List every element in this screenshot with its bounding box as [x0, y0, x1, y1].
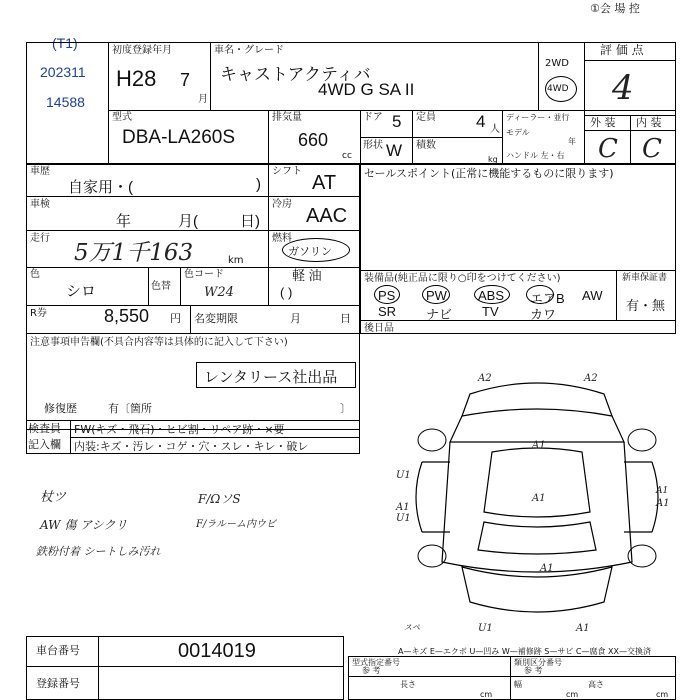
- divider: [26, 666, 344, 667]
- capacity-value: 4: [476, 112, 486, 131]
- equipment-pw-circle: [422, 285, 450, 304]
- chassis-label: 車台番号: [36, 644, 80, 657]
- equipment-navi: ナビ: [426, 307, 453, 322]
- score-label: 評 価 点: [600, 43, 644, 57]
- divider: [190, 305, 191, 333]
- load-label: 積数: [416, 140, 436, 151]
- dmg-mark-u1-left-2: U1: [396, 513, 411, 524]
- model-label: 型式: [112, 112, 132, 123]
- category-label: 類別区分番号: [514, 658, 562, 667]
- color-label: 色: [30, 269, 40, 280]
- first-registration-month: 7: [180, 70, 191, 90]
- inspection-year: 年: [116, 213, 132, 230]
- body-shape-label: 形状: [363, 140, 383, 151]
- divider: [268, 164, 269, 305]
- mileage-label: 走行: [30, 233, 50, 244]
- length-unit: cm: [480, 690, 493, 699]
- dmg-mark-a1-right: A1: [656, 498, 670, 509]
- doors-value: 5: [392, 112, 402, 131]
- body-shape-value: W: [386, 141, 403, 160]
- dealer-line1: ディーラー・並行: [506, 113, 570, 122]
- equipment-abs-circle: [474, 285, 510, 304]
- divider: [360, 137, 502, 138]
- dmg-mark-u1-bottom: U1: [478, 623, 493, 634]
- divider: [584, 60, 676, 61]
- fuel-gasoline-circle: [282, 238, 350, 262]
- equipment-ps-circle: [374, 285, 400, 304]
- recycle-unit: 円: [170, 312, 181, 325]
- ac-label: 冷房: [272, 199, 292, 210]
- height-unit: cm: [656, 690, 669, 699]
- divider: [616, 270, 617, 320]
- divider: [502, 110, 503, 164]
- exterior-score: C: [598, 134, 618, 164]
- dmg-mark-a2-right: A2: [584, 373, 598, 384]
- name-change-month: 月: [290, 312, 301, 325]
- dmg-mark-u1-left: U1: [396, 470, 411, 481]
- equipment-aw: AW: [582, 288, 603, 303]
- dmg-mark-a1-right-2: A1: [656, 486, 669, 496]
- divider: [510, 656, 511, 700]
- car-name: キャストアクティバ: [220, 65, 371, 84]
- inspector-row-2: 内装:キズ・汚レ・コゲ・穴・スレ・キレ・破レ: [74, 440, 309, 453]
- divider: [26, 333, 676, 334]
- color-value: シロ: [66, 283, 97, 300]
- chassis-value: 0014019: [178, 640, 256, 662]
- divider: [148, 267, 149, 305]
- type-designation-ref: 参 考: [362, 666, 381, 675]
- damage-legend: A—キズ E—エクボ U—凹み W—補修跡 S—サビ C—腐食 XX—交換済: [398, 647, 652, 656]
- width-label: 幅: [514, 680, 522, 689]
- dealer-line3: ハンドル 左・右: [506, 151, 565, 160]
- name-change-day: 日: [340, 312, 351, 325]
- dmg-mark-a1-front: A1: [532, 440, 546, 451]
- first-registration-era: H28: [116, 66, 157, 91]
- hand-note-3: 鉄粉付着 シートしみ汚れ: [36, 545, 161, 558]
- type-designation-label: 型式指定番号: [352, 658, 400, 667]
- hand-note-1: 杖ツ: [40, 490, 67, 505]
- history-label: 車歴: [30, 166, 50, 177]
- divider: [360, 270, 676, 271]
- mileage-value: 5万1千163: [74, 240, 194, 266]
- divider: [268, 110, 269, 164]
- shift-value: AT: [312, 172, 337, 194]
- score-value: 4: [612, 68, 634, 108]
- width-unit: cm: [566, 690, 579, 699]
- dmg-mark-a2-top: A2: [478, 373, 492, 384]
- fuel-label: 燃料: [272, 233, 292, 244]
- capacity-label: 定員: [416, 112, 436, 123]
- color-change-label: 色替: [151, 281, 171, 292]
- equipment-leather: カワ: [530, 307, 557, 322]
- repair-close: 〕: [340, 402, 351, 415]
- notes-text: レンタリース社出品: [204, 369, 338, 386]
- exterior-label: 外 装: [590, 116, 616, 129]
- new-warranty-label: 新車保証書: [622, 273, 668, 283]
- color-code-label: 色コード: [184, 269, 224, 280]
- divider: [108, 42, 109, 164]
- lot-stamp-line2: 202311: [40, 64, 86, 80]
- inspection-month: 月(: [178, 213, 198, 230]
- load-unit: kg: [488, 155, 498, 164]
- inspector-label-2: 記入欄: [28, 438, 61, 451]
- equipment-sr: SR: [378, 304, 397, 319]
- equipment-abs: ABS: [478, 288, 505, 303]
- fuel-diesel: 軽 油: [292, 268, 322, 283]
- recycle-label: R券: [30, 308, 47, 319]
- divider: [360, 320, 676, 321]
- inspector-label-1: 検査員: [28, 422, 61, 435]
- inspection-day: 日): [240, 213, 260, 230]
- first-registration-month-unit: 月: [198, 94, 208, 105]
- name-change-label: 名変期限: [194, 312, 238, 325]
- divider: [108, 110, 676, 111]
- length-label: 長さ: [400, 680, 416, 689]
- interior-label: 内 装: [636, 116, 662, 129]
- divider: [538, 42, 539, 110]
- capacity-unit: 人: [490, 124, 500, 135]
- ac-value: AAC: [306, 205, 348, 227]
- inspection-label: 車検: [30, 199, 50, 210]
- history-value: 自家用・(: [68, 179, 133, 196]
- category-ref: 参 考: [524, 666, 543, 675]
- dmg-mark-a1-left: A1: [396, 502, 410, 513]
- equipment-label: 装備品(純正品に限り○印をつけてください): [364, 273, 561, 284]
- color-code: W24: [204, 285, 234, 300]
- divider: [348, 676, 676, 677]
- repair-value: 有〔箇所: [108, 402, 152, 415]
- dmg-mark-a1-bottom: A1: [576, 623, 590, 634]
- later-fit-label: 後日品: [364, 323, 394, 334]
- dmg-mark-spare: スペ: [404, 623, 420, 632]
- repair-label: 修復歴: [44, 402, 77, 415]
- seal-points-label: セールスポイント(正常に機能するものに限ります): [364, 167, 614, 180]
- model-value: DBA-LA260S: [122, 127, 236, 148]
- height-label: 高さ: [588, 680, 604, 689]
- dmg-mark-a1-rear: A1: [540, 563, 554, 574]
- dealer-year: 年: [568, 137, 576, 146]
- displacement-value: 660: [298, 130, 329, 150]
- drive-4wd-label: 4WD: [547, 84, 569, 94]
- shift-label: シフト: [272, 166, 302, 177]
- equipment-airbag: エアB: [530, 291, 565, 306]
- registration-label: 登録番号: [36, 677, 80, 690]
- hand-note-right-2: F/ラルーム内ウビ: [196, 519, 277, 530]
- recycle-value: 8,550: [104, 306, 150, 326]
- divider: [26, 305, 360, 306]
- dealer-line2: モデル: [506, 128, 530, 137]
- equipment-pw: PW: [426, 288, 447, 303]
- history-close: ): [256, 176, 261, 193]
- fuel-other: ( ): [280, 285, 293, 300]
- lot-stamp-line1: (T1): [52, 35, 78, 51]
- divider: [70, 437, 360, 438]
- mileage-unit: km: [228, 255, 244, 266]
- interior-score: C: [642, 134, 662, 164]
- hand-note-2: AW 傷 アシクリ: [40, 518, 128, 532]
- hand-note-right-1: F/ΩソS: [198, 492, 241, 506]
- fuel-gasoline: ガソリン: [288, 246, 332, 258]
- equipment-airbag-circle: [526, 285, 554, 304]
- first-registration-label: 初度登録年月: [112, 45, 172, 56]
- equipment-tv: TV: [482, 304, 499, 319]
- dmg-mark-a1-roof: A1: [532, 493, 546, 504]
- inspector-row-1: FW(キズ・飛石)・ヒビ割・リペア跡・×要: [74, 423, 285, 436]
- car-grade: 4WD G SA II: [318, 80, 415, 99]
- displacement-label: 排気量: [272, 112, 302, 123]
- displacement-unit: cc: [342, 151, 352, 161]
- divider: [180, 267, 181, 305]
- lot-stamp-line3: 14588: [46, 94, 85, 110]
- divider: [98, 636, 99, 700]
- divider: [630, 115, 631, 164]
- doors-label: ドア: [363, 112, 383, 123]
- notes-label: 注意事項申告欄(不具合内容等は具体的に記入して下さい): [30, 337, 288, 348]
- equipment-ps: PS: [378, 288, 396, 303]
- drive-2wd-label: 2WD: [545, 58, 569, 69]
- new-warranty-value: 有・無: [626, 298, 666, 313]
- car-name-label: 車名・グレード: [214, 45, 284, 56]
- header-title: ①会 場 控: [590, 2, 640, 15]
- divider: [210, 42, 211, 110]
